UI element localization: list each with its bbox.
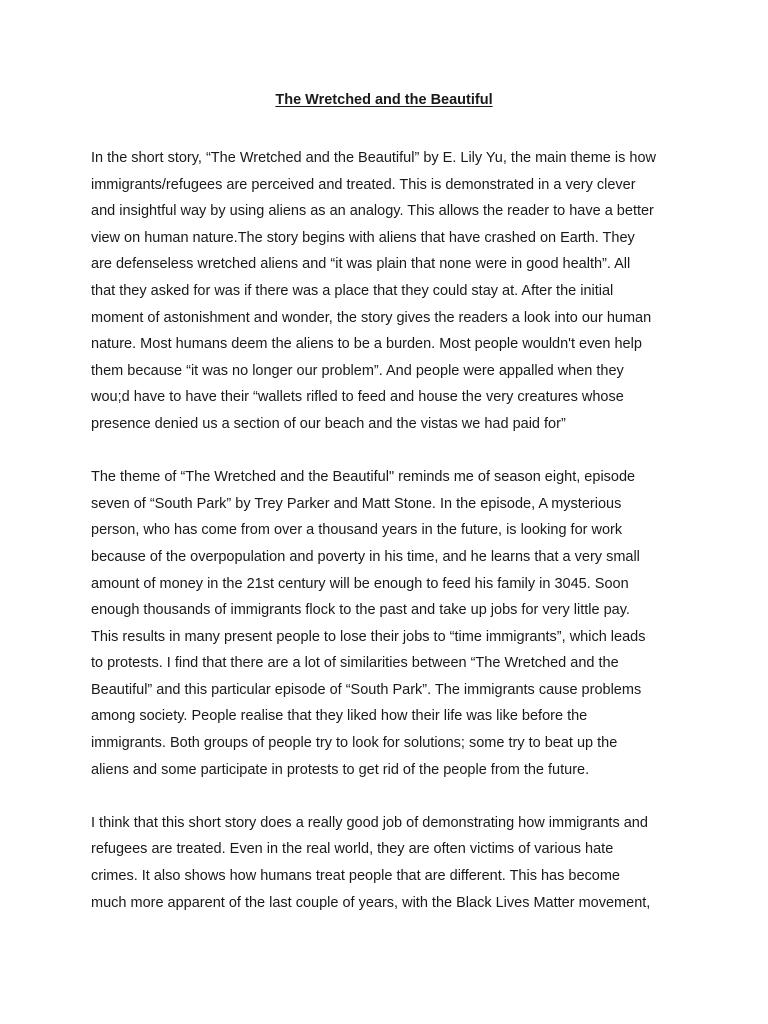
text-line: them because “it was no longer our problem”. And people were appalled when they (91, 362, 624, 379)
text-line: and insightful way by using aliens as an analogy. This allows the reader to have a better (91, 203, 654, 220)
text-line: I think that this short story does a really good job of demonstrating how immigrants and (91, 814, 648, 831)
text-line: person, who has come from over a thousand years in the future, is looking for work (91, 522, 623, 539)
text-line: moment of astonishment and wonder, the story gives the readers a look into our human (91, 309, 652, 326)
text-line: among society. People realise that they liked how their life was like before the (91, 708, 588, 725)
text-line: that they asked for was if there was a place that they could stay at. After the initial (91, 282, 614, 299)
text-line: immigrants. Both groups of people try to look for solutions; some try to beat up the (91, 735, 618, 752)
text-line: Beautiful” and this particular episode of “South Park”. The immigrants cause problems (91, 681, 642, 698)
text-line: wou;d have to have their “wallets rifled to feed and house the very creatures whose (91, 389, 624, 406)
document-title: The Wretched and the Beautiful (275, 92, 493, 108)
text-line: presence denied us a section of our beach and the vistas we had paid for” (91, 415, 566, 432)
text-line: The theme of “The Wretched and the Beautiful" reminds me of season eight, episode (91, 469, 636, 486)
text-line: This results in many present people to lose their jobs to “time immigrants”, which leads (91, 628, 646, 645)
text-line: because of the overpopulation and poverty in his time, and he learns that a very small (91, 548, 640, 565)
text-line: amount of money in the 21st century will be enough to feed his family in 3045. Soon (91, 575, 629, 592)
text-line: seven of “South Park” by Trey Parker and Matt Stone. In the episode, A mysterious (91, 495, 622, 512)
text-line: aliens and some participate in protests to get rid of the people from the future. (91, 761, 590, 778)
document-body (91, 145, 691, 943)
paragraph-2 (91, 464, 691, 783)
text-line: refugees are treated. Even in the real world, they are often victims of various hate (91, 841, 614, 858)
text-line: crimes. It also shows how humans treat people that are different. This has become (91, 868, 620, 885)
text-line: immigrants/refugees are perceived and treated. This is demonstrated in a very clever (91, 176, 636, 193)
text-line: In the short story, “The Wretched and the Beautiful” by E. Lily Yu, the main theme is how (91, 150, 656, 166)
text-line: to protests. I find that there are a lot of similarities between “The Wretched and the (91, 655, 619, 672)
paragraph-1 (91, 145, 691, 438)
text-line: enough thousands of immigrants flock to the past and take up jobs for very little pay. (91, 602, 630, 619)
text-line: nature. Most humans deem the aliens to be a burden. Most people wouldn't even help (91, 336, 642, 353)
paragraph-3 (91, 810, 691, 916)
text-line: much more apparent of the last couple of years, with the Black Lives Matter movement, (91, 894, 651, 911)
text-line: are defenseless wretched aliens and “it was plain that none were in good health”. All (91, 256, 631, 273)
text-line: view on human nature.The story begins with aliens that have crashed on Earth. They (91, 229, 635, 246)
